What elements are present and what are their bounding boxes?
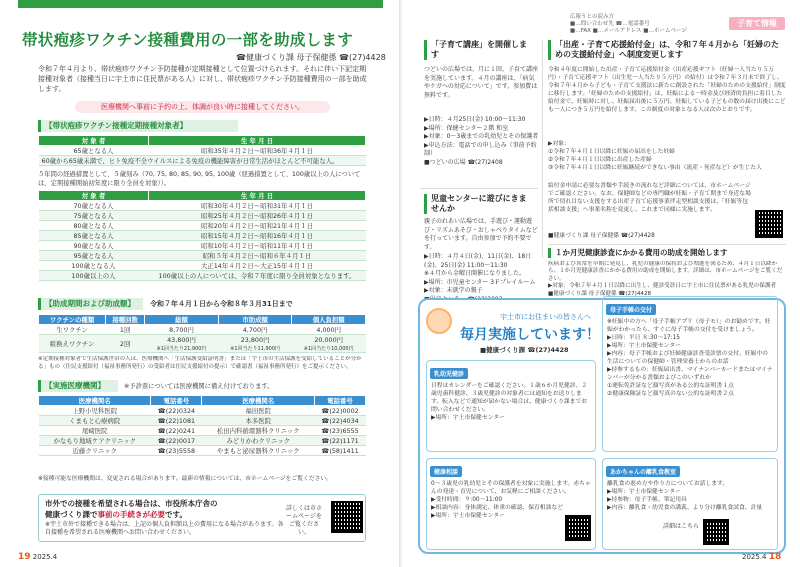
info-line: ②令和７年４月１日以降に出産した産婦 xyxy=(548,157,652,163)
program-body: ※妊娠中の方へ「母子手帳アプリ（母子モ）」のお勧めです。妊娠がわかったら、すぐに母子手帳の交付を受けましょう。 xyxy=(607,319,771,333)
table-row xyxy=(39,146,366,156)
qr-caption: 詳細はこちら xyxy=(663,523,700,530)
cell: 100歳となる人 xyxy=(39,261,149,271)
table-row xyxy=(39,261,366,271)
table-row xyxy=(39,211,366,221)
qr-caption: 詳しくは市ホームページをご覧ください。 xyxy=(285,505,322,536)
table-row xyxy=(39,335,366,353)
cell: かなもり地域ケアクリニック xyxy=(39,436,151,446)
section-tag: 子育て情報 xyxy=(729,17,785,30)
info-line: ▶対象：未就学の親子 xyxy=(424,287,483,294)
fee-th: 市助成額 xyxy=(218,315,292,325)
box-emphasis: 事前の手続きが必要 xyxy=(97,510,165,519)
info-line: ▶申込方法：電話での申し込み（事前予約制） xyxy=(424,141,537,157)
kosodate-items xyxy=(424,116,539,167)
box-text: 健康づくり課で xyxy=(45,510,98,519)
program-box-rinyu xyxy=(602,458,778,550)
table-row xyxy=(39,271,366,281)
cell: 昭和20年４月２日～昭和21年４月１日 xyxy=(149,221,366,231)
transition-note: ５年間の経過措置として、５歳刻み（70, 75, 80, 85, 90, 95, 100歳（経過措置として、100歳以上の人については、定期接種開始初年度に限り全員を対象））。 xyxy=(38,171,361,187)
checkup-text: 疾病および異常を早期に発見し、乳児の健康の保持および増進を図るため、４月１日以降から、１か月児健康診査にかかる費用の助成を開始します。詳細は、市ホームページをご覧ください。 xyxy=(548,261,783,282)
cell: 4,000円 xyxy=(292,325,366,335)
fee-th: 接種回数 xyxy=(106,315,145,325)
qr-code[interactable] xyxy=(755,210,783,238)
cell: 組換えワクチン xyxy=(39,335,106,353)
section-heading-clinics: 【実施医療機関】 xyxy=(38,380,118,392)
cell: ☎(22)0017 xyxy=(151,436,202,446)
cell: 大正14年４月２日～大正15年４月１日 xyxy=(149,261,366,271)
page-number xyxy=(18,552,57,562)
cell: 昭和25年４月２日～昭和26年４月１日 xyxy=(149,211,366,221)
clinic-th: 電話番号 xyxy=(151,396,202,406)
cell: 85歳となる人 xyxy=(39,231,149,241)
program-box-boshi xyxy=(602,296,778,452)
target-table-1 xyxy=(38,135,366,166)
support-heading: 「出産・子育て応援給付金」は、令和７年４月から「妊婦のための支援給付金」へ制度変更します xyxy=(548,40,784,60)
info-line: ※４月から金曜日開催になりました。 xyxy=(424,270,526,277)
cell: 75歳となる人 xyxy=(39,211,149,221)
kosodate-heading: 「子育て講座」を開催します xyxy=(424,40,534,60)
info-line: ▶対象： xyxy=(548,141,570,147)
table-row xyxy=(39,325,366,335)
cell: 昭和35年４月２日～昭和36年４月１日 xyxy=(149,146,366,156)
checkup-body xyxy=(548,261,784,297)
th-target: 対 象 者 xyxy=(39,191,149,201)
cell: 65歳となる人 xyxy=(39,146,149,156)
program-label: 母子手帳の交付 xyxy=(606,304,656,315)
outside-city-headline xyxy=(45,498,218,520)
legend-header: 広報うとの読み方 ■…問い合わせ先 ☎…電話番号 ■…FAX ■…メールアドレス ■…ホームページ xyxy=(570,14,687,34)
program-item: ▶場所：宇土市保健センター xyxy=(431,415,505,421)
cell xyxy=(218,335,292,353)
info-line: ▶場所：市児童センター 3Ｆプレイルーム xyxy=(424,278,536,286)
qr-code[interactable] xyxy=(331,501,363,533)
info-line: ▶対象：0～3歳までの乳幼児とその保護者 xyxy=(424,133,539,140)
clinic-table xyxy=(38,395,366,456)
top-accent-bar xyxy=(18,0,383,8)
table-row xyxy=(39,201,366,211)
table-row xyxy=(39,241,366,251)
th-target: 対 象 者 xyxy=(39,136,149,146)
info-line: ▶日時：４月４日(金)、11日(金)、18日(金)、25日(金) 11:00～11:30 xyxy=(424,253,532,269)
cell: 昭和30年４月２日～昭和31年４月１日 xyxy=(149,201,366,211)
page-number-value: 18 xyxy=(768,552,782,562)
program-box-checkup xyxy=(426,360,596,452)
info-line: ▶対象：令和７年４月１日以降に出生し、健診受診日に宇土市に住民票がある乳児の保護者 xyxy=(548,283,777,290)
info-line: ▶日時：４月25日(金) 10:00～11:30 xyxy=(424,116,526,123)
program-item: ▶相談内容：身体測定、体重の確認、保育相談など xyxy=(431,505,563,511)
page-number-value: 19 xyxy=(18,552,31,562)
program-item: ▶内容：母子手帳および妊婦健康診査受診票の交付、妊娠中の生活についての保健師・管理栄養士からのお話 xyxy=(607,351,768,365)
program-item: ▶場所：宇土市保健センター xyxy=(607,343,681,349)
cell: 本多医院 xyxy=(202,416,315,426)
cell: ☎(22)1081 xyxy=(151,416,202,426)
fee-th: 総額 xyxy=(145,315,219,325)
fee-self: 20,000円 xyxy=(314,336,344,344)
support-body: 令和４年度に開始した出産・子育て応援給付金（出産応援ギフト（妊婦一人当たり５万円）・子育て応援ギフト（出生児一人当たり５万円）の給付）は令和７年３月末で終了し、令和７年４月から子ども・子育て支援法に新たに創設された「妊婦のための支援給付」制度に移行します。「妊婦のための支援給付」は、妊娠による一時金及び経済的負担に着目した給付金で、妊娠時に対し、妊娠届出後に５万円、妊娠している子どもの数の届け出後にこども一人につき５万円を給付します。この制度の対象となる人は次のとおりです。 xyxy=(548,67,786,113)
fee-th: ワクチンの種類 xyxy=(39,315,106,325)
monthly-programs-panel xyxy=(418,298,786,554)
cell: 上野小児科医院 xyxy=(39,406,151,416)
divider xyxy=(548,244,786,245)
cell: 1回 xyxy=(106,325,145,335)
fee-th: 個人負担額 xyxy=(292,315,366,325)
cell: 90歳となる人 xyxy=(39,241,149,251)
table-row xyxy=(39,221,366,231)
program-box-consult xyxy=(426,458,596,550)
fee-total: 43,800円 xyxy=(167,336,196,344)
table-row xyxy=(39,416,366,426)
cell: やまもと泌尿器科クリニック xyxy=(202,446,315,456)
cell: くまもと心療病院 xyxy=(39,416,151,426)
clinic-th: 電話番号 xyxy=(315,396,366,406)
program-item: ①運転免許証など顔写真がある公的な証明書１点 xyxy=(607,383,734,389)
box-text: です。 xyxy=(165,510,187,519)
cell: 昭和10年４月２日～昭和11年４月１日 xyxy=(149,241,366,251)
panel-contact: ■健康づくり課 ☎(27)4428 xyxy=(480,346,569,354)
column-divider xyxy=(542,40,543,258)
table-row xyxy=(39,251,366,261)
section-heading-period: 【助成期間および助成額】 xyxy=(38,298,143,310)
cell: 100歳以上の人 xyxy=(39,271,149,281)
checkup-heading: １か月児健康診査にかかる費用の助成を開始します xyxy=(548,248,784,258)
info-line: ▶場所：保健センター２階 和室 xyxy=(424,124,509,132)
clinic-footnote: ※接種可能な医療機関は、変更される場合があります。最新の情報については、市ホームページをご覧ください。 xyxy=(38,476,333,482)
outside-city-note: ※宇土市外で接種できる場合は、上記の個人負担額以上の費用になる場合があります。各自接種を希望される医療機関へお問い合わせください。 xyxy=(45,521,284,536)
info-line: ①令和７年４月１日以降に妊娠の届出をした妊婦 xyxy=(548,149,675,155)
target-table-2 xyxy=(38,190,366,281)
cell: 2回 xyxy=(106,335,145,353)
cell: 昭和15年４月２日～昭和16年４月１日 xyxy=(149,231,366,241)
cell: 70歳となる人 xyxy=(39,201,149,211)
cell: 4,700円 xyxy=(218,325,292,335)
jido-items xyxy=(424,253,539,304)
info-line: ■つどいの広場 ☎(27)2408 xyxy=(424,158,503,166)
cell: 尾崎医院 xyxy=(39,426,151,436)
cell xyxy=(292,335,366,353)
cell: ☎(58)1411 xyxy=(315,446,366,456)
table-row xyxy=(39,156,366,166)
support-contact: ■健康づくり課 母子保健係 ☎(27)4428 xyxy=(548,233,655,239)
cell: 8,700円 xyxy=(145,325,219,335)
fee-sub: ※1回当たり11,900円 xyxy=(230,346,281,352)
cell: 80歳となる人 xyxy=(39,221,149,231)
reservation-notice: 医療機関へ事前に予約の上、体調が良い時に接種してください。 xyxy=(75,101,330,113)
panel-subtitle: 宇土市にお住まいの皆さんへ xyxy=(500,313,591,321)
clinic-th: 医療機関名 xyxy=(202,396,315,406)
program-body: 離乳食の進め方や作り方についてお話します。 xyxy=(607,481,729,487)
program-label: 乳幼児健診 xyxy=(430,368,468,379)
cell: ☎(23)5558 xyxy=(151,446,202,456)
fee-note: ※定期接種対象者で生活保護世帯の人は、医療機関へ「生活保護受給証明書」または「宇土市の生活保護を受給していることが分かる」もの（住民支援給付（福祉事務所発行）の受給者は住民支援給付の提示）で確認書（福祉事務所発行）をご提示ください。 xyxy=(38,356,362,370)
fee-table xyxy=(38,314,366,353)
clinic-th: 医療機関名 xyxy=(39,396,151,406)
cell: みどりかわクリニック xyxy=(202,436,315,446)
support-items xyxy=(548,140,786,172)
cell: ☎(22)0241 xyxy=(151,426,202,436)
lead-paragraph: 令和７年４月より、帯状疱疹ワクチン予防接種が定期接種として位置づけられます。それに伴い下記定期接種対象者（接種当日に宇土市に住民票がある人）に対し、帯状疱疹ワクチン予防接種費用の一部を助成します。 xyxy=(38,65,367,93)
cell: 100歳以上の人については、令和７年度に限り全員対象となります。 xyxy=(149,271,366,281)
fee-sub: ※1回当たり21,900円 xyxy=(156,346,207,352)
cell: ☎(22)0002 xyxy=(315,406,366,416)
cell: ☎(22)0324 xyxy=(151,406,202,416)
section-heading-target: 【帯状疱疹ワクチン接種定期接種対象者】 xyxy=(38,120,238,132)
box-text: 市外での接種を希望される場合は、市役所本庁舎の xyxy=(45,499,218,508)
cell: 60歳から65歳未満で、ヒト免疫不全ウイルスによる免疫の機能障害が日常生活がほとんど不可能な人。 xyxy=(39,156,366,166)
program-item: ▶日時：平日 ８:30～17:15 xyxy=(607,335,680,341)
table-row xyxy=(39,426,366,436)
info-line: ■健康づくり課 母子保健係 ☎(27)4428 xyxy=(548,290,652,297)
program-label: 健康相談 xyxy=(430,466,462,477)
department-contact: ☎健康づくり課 母子保健係 ☎(27)4428 xyxy=(236,53,386,62)
cell: 昭和５年４月２日～昭和６年４月１日 xyxy=(149,251,366,261)
cell: 95歳となる人 xyxy=(39,251,149,261)
program-body: 0～３歳児の乳幼児とその保護者を対象に実施します。赤ちゃんの発達・育児について、お気軽にご相談ください。 xyxy=(431,481,591,495)
fee-city: 23,800円 xyxy=(240,336,270,344)
program-item: ▶場所：宇土市保健センター xyxy=(431,513,505,519)
jido-heading: 児童センターに遊びにきませんか xyxy=(424,194,534,214)
divider xyxy=(420,188,538,189)
table-row xyxy=(39,446,366,456)
qr-code[interactable] xyxy=(703,519,729,545)
table-row xyxy=(39,436,366,446)
program-item: ▶持参物：母子手帳、筆記用具 xyxy=(607,497,687,503)
table-row xyxy=(39,231,366,241)
table-row xyxy=(39,406,366,416)
program-label: あかちゃんの離乳食教室 xyxy=(606,466,680,477)
program-item: ②健康保険証など顔写真のない公的な証明書２点 xyxy=(607,391,734,397)
info-line: ③令和７年４月１日以降に妊娠継続ができない事由（流産・死産など）が生じた人 xyxy=(548,165,762,171)
clinic-note: ※予診票については医療機関に備え付けております。 xyxy=(124,383,274,390)
cell: 近藤クリニック xyxy=(39,446,151,456)
program-body: 日程はカレンダーをご確認ください。１歳６か月児健診、２歳児歯科健診、３歳児健診の対象者には通知をお送りします。転入などで通知が届かない場合は、健康づくり課までお問い合わせください。 xyxy=(431,383,588,413)
fee-sub: ※1回当たり10,000円 xyxy=(303,346,354,352)
cell xyxy=(145,335,219,353)
issue-date: 2025.4 xyxy=(742,553,767,561)
panel-title: 毎月実施しています！ xyxy=(460,327,600,343)
th-birth: 生 年 月 日 xyxy=(149,136,366,146)
program-item: ▶場所：宇土市保健センター xyxy=(607,489,681,495)
page-title: 帯状疱疹ワクチン接種費用の一部を助成します xyxy=(22,31,354,49)
issue-date: 2025.4 xyxy=(32,553,58,561)
kosodate-body: つどいの広場では、月に１回、子育て講座を実施しています。４月の講座は、「病気やケガへの対応について」です。参加費は無料です。 xyxy=(424,66,539,99)
baby-illustration xyxy=(426,308,452,334)
program-item: ▶受付時間：９:00～11:00 xyxy=(431,497,503,503)
cell: ☎(22)4034 xyxy=(315,416,366,426)
cell: 生ワクチン xyxy=(39,325,106,335)
program-item: ▶持参するもの：妊娠届出書、マイナンバーカードまたはマイナンバーが分かる書類およびこのいずれか xyxy=(607,367,773,381)
period-text: 令和７年４月１日から令和８年３月31日まで xyxy=(150,300,293,308)
page-number xyxy=(742,552,781,562)
cell: 福田医院 xyxy=(202,406,315,416)
cell: ☎(22)1171 xyxy=(315,436,366,446)
qr-code[interactable] xyxy=(565,515,591,541)
outside-city-box xyxy=(38,494,366,542)
jido-body: 親子のれあい広場では、手遊び・運動遊び・リズムあそび・おしゃべりタイムなどを行っています。自由参加で予約不要です。 xyxy=(424,218,538,251)
support-body-2: 給付金申請に必要な書類や手続きの流れなど詳細については、市ホームページでご確認ください。なお、保健師などの専門職が妊娠・子育て期まで身近な場所で切れ目ない支援をする出産子育て応援事業伴走型相談支援は、「妊娠等包括相談支援」へ事業名称を変更し、これまで同様に実施します。 xyxy=(548,183,751,213)
program-item: ▶内容：離乳食・幼児食の講義、より分け離乳食試食、計量 xyxy=(607,505,763,511)
cell: 松田内科循環器科クリニック xyxy=(202,426,315,436)
th-birth: 生 年 月 日 xyxy=(149,191,366,201)
cell: ☎(23)6555 xyxy=(315,426,366,436)
